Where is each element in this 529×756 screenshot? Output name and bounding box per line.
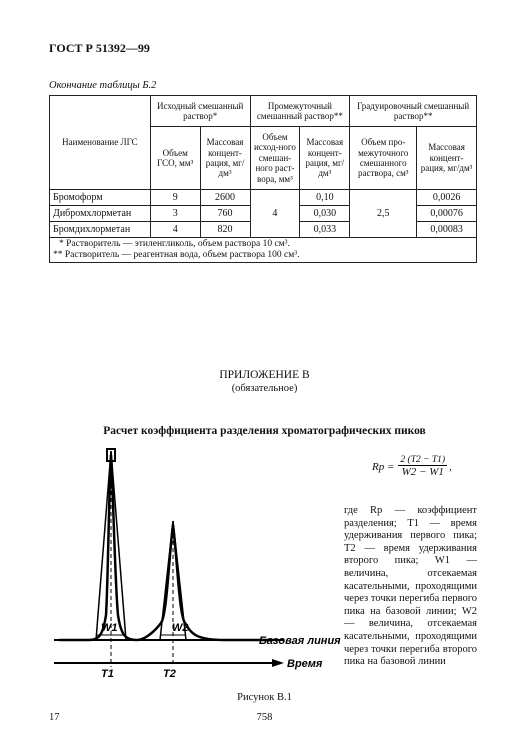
w2-label: W2 bbox=[172, 622, 189, 634]
document-header: ГОСТ Р 51392—99 bbox=[49, 41, 150, 55]
formula bbox=[371, 455, 453, 478]
t2-label: T2 bbox=[163, 668, 176, 680]
chromatogram-figure bbox=[49, 445, 344, 683]
section-title: Расчет коэффициента разделения хроматографических пиков bbox=[103, 425, 426, 437]
formula-explanation: где Rр — коэффициент разделения; T1 — время удерживания первого пика; T2 — время удерживания второго пика; W1 — величина, отсекаемая касательными, проходящими через точки перегиба первого пика на базовой линии; W2 — величина, отсекаемая касательными, проходящими через точки перегиба второго пика на базовой линии bbox=[344, 505, 477, 668]
header-intermediate-solution: Промежуточный смешанный раствор** bbox=[250, 96, 350, 127]
cell-initial-conc: 820 bbox=[200, 222, 250, 238]
header-intermediate-conc: Массовая концент-рация, мг/дм³ bbox=[300, 127, 350, 190]
table-row bbox=[50, 190, 477, 206]
concentration-table bbox=[49, 95, 477, 263]
t1-label: T1 bbox=[101, 668, 114, 680]
cell-name: Бромдихлорметан bbox=[50, 222, 151, 238]
cell-calibration-conc: 0,0026 bbox=[417, 190, 477, 206]
note-solvent-1: * Растворитель — этиленгликоль, объем раствора 10 см³. bbox=[59, 239, 290, 249]
header-initial-solution: Исходный смешанный раствор* bbox=[150, 96, 250, 127]
time-label: Время bbox=[287, 658, 323, 670]
appendix-title: ПРИЛОЖЕНИЕ В bbox=[219, 369, 310, 381]
table-notes bbox=[50, 238, 477, 263]
cell-gso-volume: 4 bbox=[150, 222, 200, 238]
header-calibration-conc: Массовая концент-рация, мг/дм³ bbox=[417, 127, 477, 190]
note-solvent-2: ** Растворитель — реагентная вода, объем раствора 100 см³. bbox=[53, 249, 300, 260]
formula-numerator: 2 (T2 − T1) bbox=[400, 455, 446, 465]
cell-gso-volume: 9 bbox=[150, 190, 200, 206]
w1-label: W1 bbox=[101, 622, 118, 634]
time-axis-arrow bbox=[272, 659, 284, 667]
baseline-label: Базовая линия bbox=[259, 635, 341, 647]
cell-intermediate-volume-merged: 2,5 bbox=[350, 190, 417, 238]
page-number-left: 17 bbox=[49, 712, 60, 723]
header-name: Наименование ЛГС bbox=[50, 96, 151, 190]
header-gso-volume: Объем ГСО, мм³ bbox=[150, 127, 200, 190]
cell-name: Дибромхлорметан bbox=[50, 206, 151, 222]
header-initial-conc: Массовая концент-рация, мг/дм³ bbox=[200, 127, 250, 190]
header-intermediate-volume: Объем про-межуточного смешанного раствора, см³ bbox=[350, 127, 417, 190]
chromatogram-trace bbox=[59, 455, 274, 640]
header-calibration-solution: Градуировочный смешанный раствор** bbox=[350, 96, 477, 127]
table-caption: Окончание таблицы Б.2 bbox=[49, 80, 157, 91]
cell-gso-volume: 3 bbox=[150, 206, 200, 222]
cell-initial-conc: 760 bbox=[200, 206, 250, 222]
page-number-center: 758 bbox=[256, 712, 273, 723]
appendix-subtitle: (обязательное) bbox=[231, 383, 298, 394]
formula-tail: , bbox=[449, 460, 452, 473]
cell-intermediate-conc: 0,10 bbox=[300, 190, 350, 206]
cell-initial-conc: 2600 bbox=[200, 190, 250, 206]
cell-calibration-conc: 0,00076 bbox=[417, 206, 477, 222]
header-initial-volume: Объем исход-ного смешан-ного раст-вора, мм³ bbox=[250, 127, 300, 190]
formula-denominator: W2 − W1 bbox=[401, 466, 444, 478]
cell-calibration-conc: 0,00083 bbox=[417, 222, 477, 238]
cell-initial-volume-merged: 4 bbox=[250, 190, 300, 238]
formula-lhs: Rр = bbox=[372, 460, 395, 473]
cell-intermediate-conc: 0,030 bbox=[300, 206, 350, 222]
cell-name: Бромоформ bbox=[50, 190, 151, 206]
figure-caption: Рисунок В.1 bbox=[237, 692, 292, 703]
cell-intermediate-conc: 0,033 bbox=[300, 222, 350, 238]
